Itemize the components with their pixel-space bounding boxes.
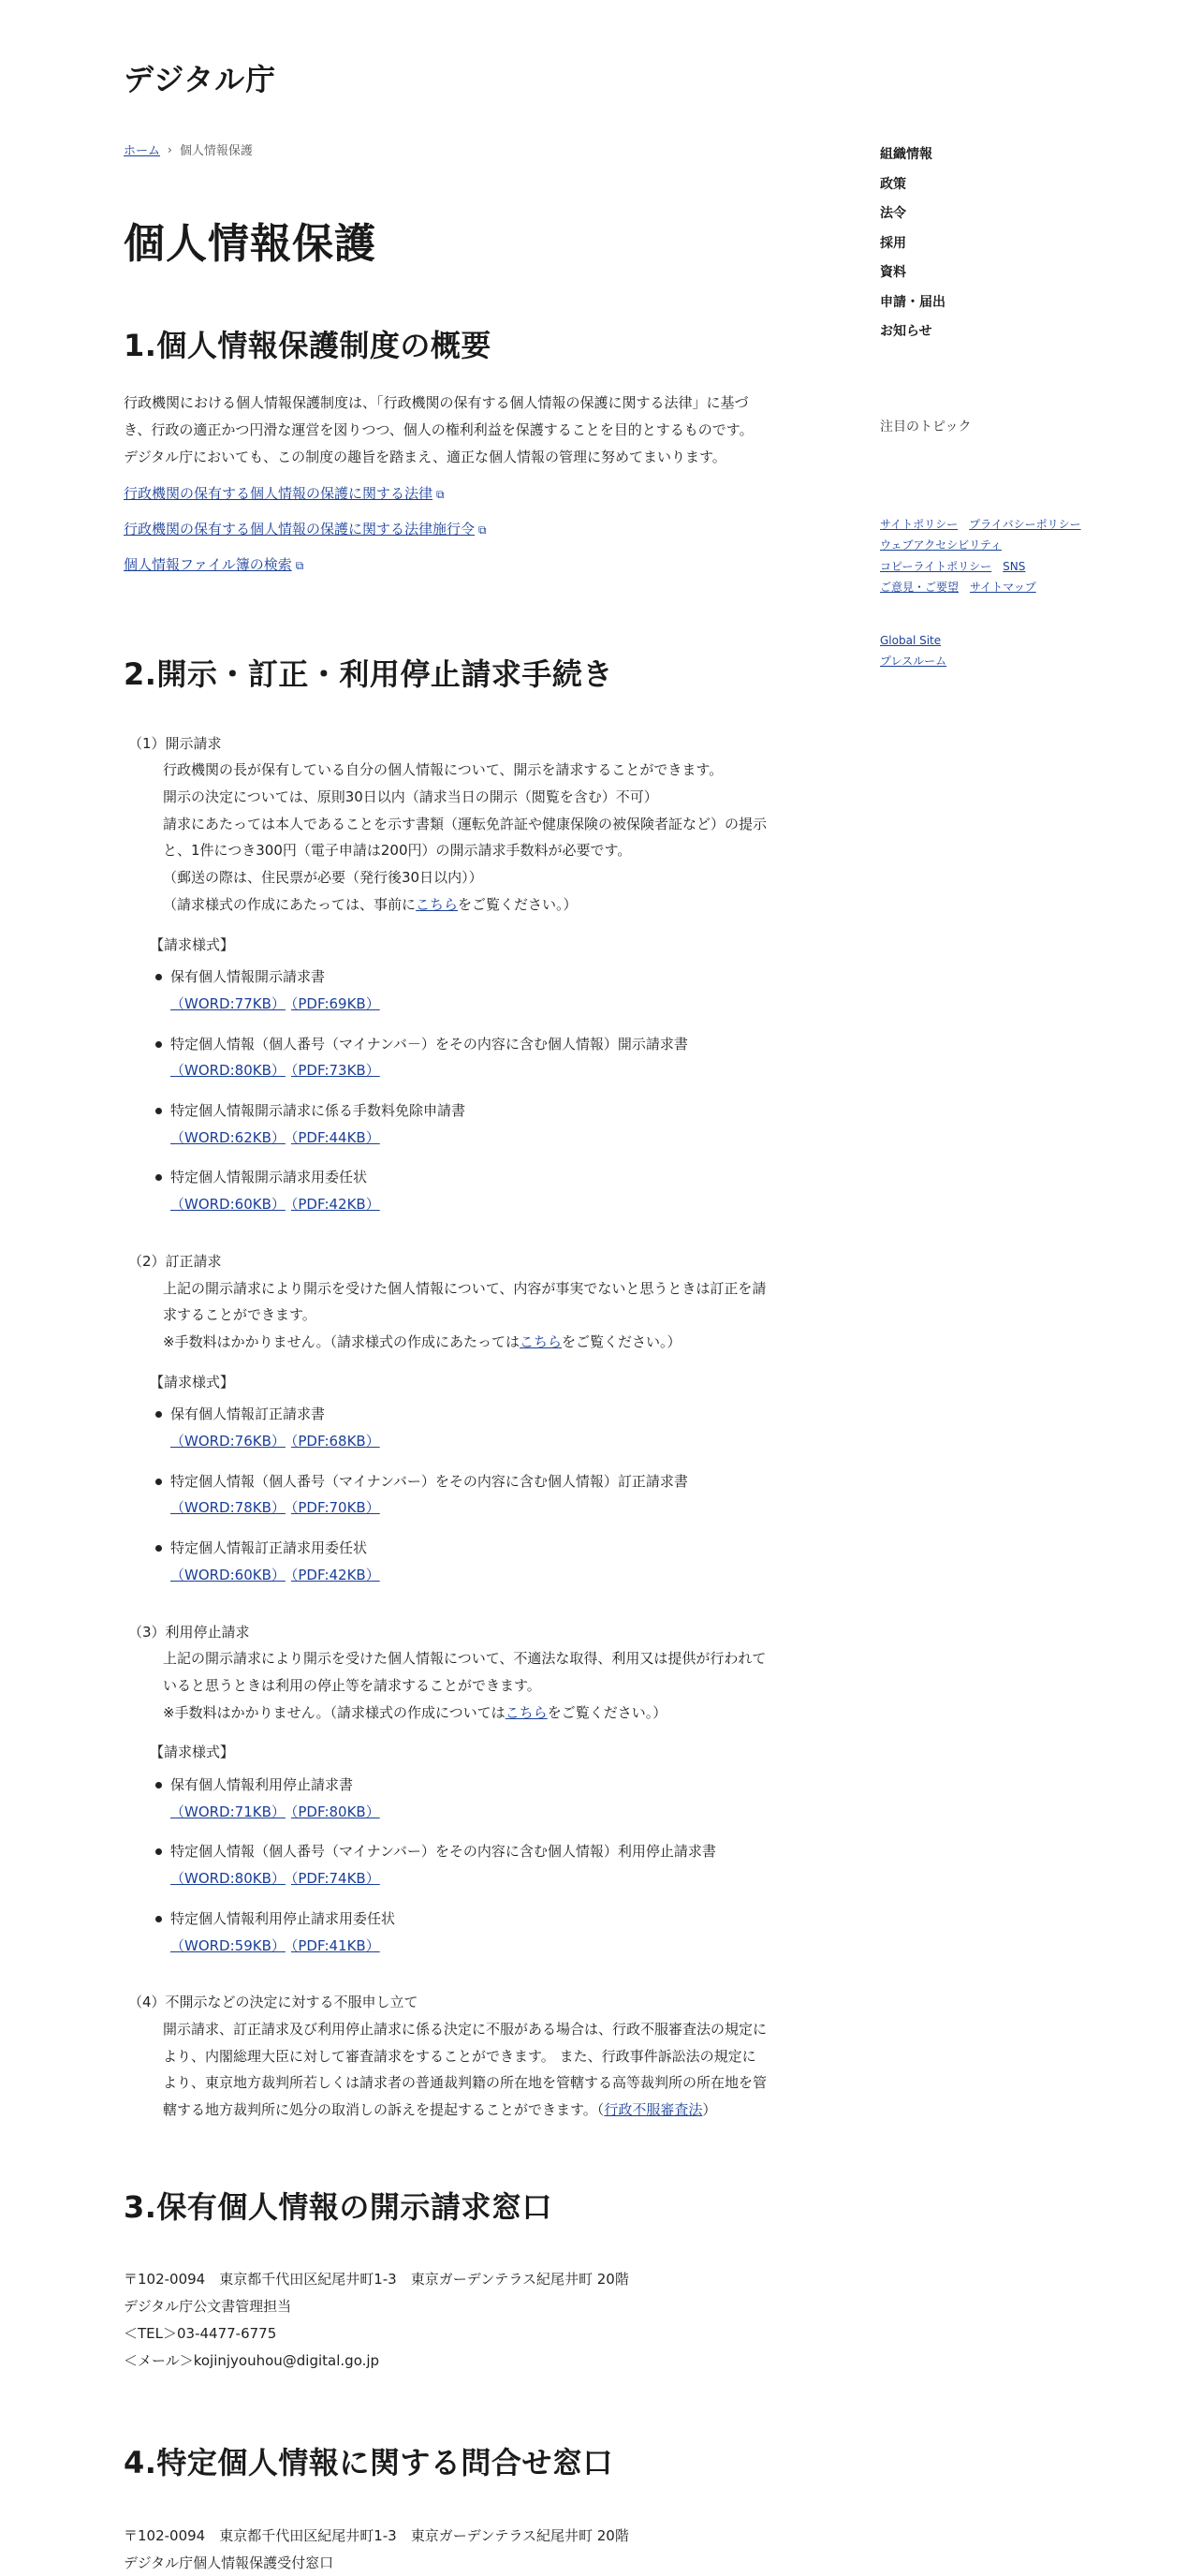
external-link-icon: ⧉: [295, 559, 304, 573]
text-line: き、行政の適正かつ円滑な運営を図りつつ、個人の権利利益を保護することを目的とするものです。: [124, 421, 754, 439]
word-download-link[interactable]: （WORD:60KB）: [170, 1196, 286, 1214]
global-links: [880, 630, 1161, 672]
text-line: いると思うときは利用の停止等を請求することができます。: [163, 1676, 541, 1694]
word-download-link[interactable]: （WORD:80KB）: [170, 1062, 286, 1080]
enforcement-order-link[interactable]: 行政機関の保有する個人情報の保護に関する法律施行令 ⧉: [124, 512, 854, 548]
site-logo[interactable]: デジタル庁: [124, 62, 277, 97]
site-policy-link[interactable]: サイトポリシー: [880, 517, 959, 531]
pdf-download-link[interactable]: （PDF:44KB）: [290, 1128, 380, 1146]
list-item: 保有個人情報利用停止請求書 （WORD:71KB） （PDF:80KB）: [124, 1772, 854, 1825]
breadcrumb-home-link[interactable]: ホーム: [124, 144, 161, 158]
text-line: 行政機関の長が保有している自分の個人情報について、開示を請求することができます。: [163, 761, 724, 779]
request-heading: （2）訂正請求: [128, 1252, 222, 1270]
word-download-link[interactable]: （WORD:71KB）: [170, 1803, 286, 1820]
text-line: と、1件につき300円（電子申請は200円）の開示請求手数料が必要です。: [163, 842, 632, 860]
text-line: 上記の開示請求により開示を受けた個人情報について、不適法な取得、利用又は提供が行われて: [163, 1650, 767, 1668]
text-line: ＜メール＞kojinjyouhou@digital.go.jp: [124, 2351, 380, 2369]
section-1-description: [124, 390, 854, 471]
pdf-download-link[interactable]: （PDF:80KB）: [290, 1803, 380, 1820]
inquiry-contact: [124, 2523, 854, 2576]
pdf-download-link[interactable]: （PDF:70KB）: [290, 1499, 380, 1517]
request-heading: （1）開示請求: [128, 734, 222, 752]
suspension-request: [124, 1619, 854, 1960]
appeal-info: [124, 1989, 854, 2124]
guide-link[interactable]: こちら: [519, 1332, 562, 1350]
form-list: [124, 1772, 854, 1959]
list-item: 特定個人情報（個人番号（マイナンバ－）をその内容に含む個人情報）開示請求書 （WORD:80KB） （PDF:73KB）: [124, 1031, 854, 1084]
copyright-policy-link[interactable]: コピーライトポリシー: [880, 559, 992, 573]
main-content: [124, 140, 854, 2576]
word-download-link[interactable]: （WORD:60KB）: [170, 1566, 286, 1583]
text-line: より、内閣総理大臣に対して審査請求をすることができます。 また、行政事件訴訟法の規定に: [163, 2047, 756, 2065]
form-list-title: 【請求様式】: [150, 1744, 235, 1761]
text-line: ※手数料はかかりません。（請求様式の作成にあたってはこちらをご覧ください。）: [163, 1332, 682, 1350]
list-item: 特定個人情報訂正請求用委任状 （WORD:60KB） （PDF:42KB）: [124, 1535, 854, 1588]
section-4-title: 4.特定個人情報に関する問合せ窓口: [124, 2445, 613, 2481]
request-heading: （3）利用停止請求: [128, 1623, 250, 1641]
request-heading: （4）不開示などの決定に対する不服申し立て: [128, 1994, 418, 2011]
footer-links: [880, 514, 1161, 598]
law-link[interactable]: 行政機関の保有する個人情報の保護に関する法律 ⧉: [124, 477, 854, 512]
external-link-icon: ⧉: [436, 488, 445, 502]
pdf-download-link[interactable]: （PDF:69KB）: [290, 994, 380, 1012]
text-line: 求することができます。: [163, 1306, 316, 1324]
list-item: 特定個人情報開示請求に係る手数料免除申請書 （WORD:62KB） （PDF:44KB）: [124, 1097, 854, 1151]
list-item: 特定個人情報（個人番号（マイナンバー）をその内容に含む個人情報）利用停止請求書 （WORD:80KB） （PDF:74KB）: [124, 1838, 854, 1892]
nav-item-organization[interactable]: 組織情報: [880, 147, 932, 162]
word-download-link[interactable]: （WORD:59KB）: [170, 1936, 286, 1954]
form-list-title: 【請求様式】: [150, 1373, 235, 1391]
pdf-download-link[interactable]: （PDF:68KB）: [290, 1433, 380, 1450]
list-item: 保有個人情報開示請求書 （WORD:77KB） （PDF:69KB）: [124, 964, 854, 1017]
nav-item-news[interactable]: お知らせ: [880, 324, 932, 339]
pdf-download-link[interactable]: （PDF:73KB）: [290, 1062, 380, 1080]
list-item: 保有個人情報訂正請求書 （WORD:76KB） （PDF:68KB）: [124, 1401, 854, 1454]
text-line: 上記の開示請求により開示を受けた個人情報について、内容が事実でないと思うときは訂正を請: [163, 1279, 767, 1297]
text-line: デジタル庁公文書管理担当: [124, 2298, 292, 2315]
pdf-download-link[interactable]: （PDF:42KB）: [290, 1196, 380, 1214]
breadcrumb-current: 個人情報保護: [179, 144, 253, 158]
press-room-link[interactable]: プレスルーム: [880, 655, 947, 668]
breadcrumb: [124, 140, 854, 158]
disclosure-request: [124, 730, 854, 1218]
side-navigation: [880, 140, 1161, 672]
nav-item-documents[interactable]: 資料: [880, 265, 906, 280]
text-line: デジタル庁においても、この制度の趣旨を踏まえ、適正な個人情報の管理に努めてまいります。: [124, 449, 726, 466]
nav-item-laws[interactable]: 法令: [880, 206, 906, 221]
privacy-policy-link[interactable]: プライバシーポリシー: [969, 517, 1081, 531]
feedback-link[interactable]: ご意見・ご要望: [880, 581, 960, 594]
personal-info-file-search-link[interactable]: 個人情報ファイル簿の検索 ⧉: [124, 548, 854, 583]
disclosure-contact: [124, 2266, 854, 2374]
request-body: [124, 1275, 854, 1356]
word-download-link[interactable]: （WORD:80KB）: [170, 1870, 286, 1888]
pdf-download-link[interactable]: （PDF:42KB）: [290, 1566, 380, 1583]
request-body: [124, 2016, 854, 2124]
text-line: より、東京地方裁判所若しくは請求者の普通裁判籍の所在地を管轄する高等裁判所の所在地を管: [163, 2074, 768, 2092]
word-download-link[interactable]: （WORD:77KB）: [170, 994, 286, 1012]
form-list: [124, 964, 854, 1218]
request-body: [124, 757, 854, 918]
text-line: 〒102-0094 東京都千代田区紀尾井町1-3 東京ガーデンテラス紀尾井町 20階: [124, 2271, 629, 2289]
word-download-link[interactable]: （WORD:78KB）: [170, 1499, 286, 1517]
guide-link[interactable]: こちら: [416, 895, 459, 913]
chevron-right-icon: ›: [168, 142, 172, 156]
list-item: 特定個人情報開示請求用委任状 （WORD:60KB） （PDF:42KB）: [124, 1164, 854, 1217]
pdf-download-link[interactable]: （PDF:74KB）: [290, 1870, 380, 1888]
text-line: 〒102-0094 東京都千代田区紀尾井町1-3 東京ガーデンテラス紀尾井町 20階: [124, 2526, 629, 2544]
word-download-link[interactable]: （WORD:76KB）: [170, 1433, 286, 1450]
text-line: デジタル庁個人情報保護受付窓口: [124, 2554, 334, 2571]
text-line: 開示請求、訂正請求及び利用停止請求に係る決定に不服がある場合は、行政不服審査法の規定に: [163, 2021, 768, 2038]
global-site-link[interactable]: Global Site: [880, 633, 942, 647]
form-list: [124, 1401, 854, 1588]
form-list-title: 【請求様式】: [150, 935, 235, 953]
administrative-appeal-act-link[interactable]: 行政不服審査法: [604, 2101, 703, 2119]
word-download-link[interactable]: （WORD:62KB）: [170, 1128, 286, 1146]
section-1-title: 1.個人情報保護制度の概要: [124, 327, 491, 363]
text-line: （請求様式の作成にあたっては、事前にこちらをご覧ください。）: [163, 895, 578, 913]
external-link-icon: ⧉: [478, 523, 487, 537]
text-line: ＜TEL＞03-4477-6775: [124, 2324, 277, 2342]
section-2-title: 2.開示・訂正・利用停止請求手続き: [124, 656, 613, 693]
text-line: 轄する地方裁判所に処分の取消しの訴えを提起することができます。（行政不服審査法）: [163, 2101, 717, 2119]
nav-item-policy[interactable]: 政策: [880, 176, 906, 192]
nav-item-applications[interactable]: 申請・届出: [880, 294, 945, 310]
sns-link[interactable]: SNS: [1003, 559, 1026, 573]
featured-topics-heading: 注目のトピック: [880, 419, 972, 434]
text-line: 行政機関における個人情報保護制度は、「行政機関の保有する個人情報の保護に関する法律」に基づ: [124, 394, 749, 412]
guide-link[interactable]: こちら: [505, 1703, 548, 1721]
request-body: [124, 1645, 854, 1726]
list-item: 特定個人情報（個人番号（マイナンバー）をその内容に含む個人情報）訂正請求書 （WORD:78KB） （PDF:70KB）: [124, 1468, 854, 1522]
page-title: 個人情報保護: [124, 220, 376, 268]
text-line: 開示の決定については、原則30日以内（請求当日の開示（閲覧を含む）不可）: [163, 788, 658, 805]
sitemap-link[interactable]: サイトマップ: [970, 581, 1036, 594]
list-item: 特定個人情報利用停止請求用委任状 （WORD:59KB） （PDF:41KB）: [124, 1906, 854, 1959]
section-1-links: [124, 477, 854, 583]
text-line: 請求にあたっては本人であることを示す書類（運転免許証や健康保険の被保険者証など）の提示: [163, 815, 768, 832]
correction-request: [124, 1248, 854, 1589]
section-3-title: 3.保有個人情報の開示請求窓口: [124, 2188, 552, 2225]
pdf-download-link[interactable]: （PDF:41KB）: [290, 1936, 380, 1954]
text-line: ※手数料はかかりません。（請求様式の作成についてはこちらをご覧ください。）: [163, 1703, 667, 1721]
web-accessibility-link[interactable]: ウェブアクセシビリティ: [880, 538, 1002, 552]
text-line: （郵送の際は、住民票が必要（発行後30日以内））: [163, 869, 483, 887]
nav-item-recruitment[interactable]: 採用: [880, 235, 906, 251]
